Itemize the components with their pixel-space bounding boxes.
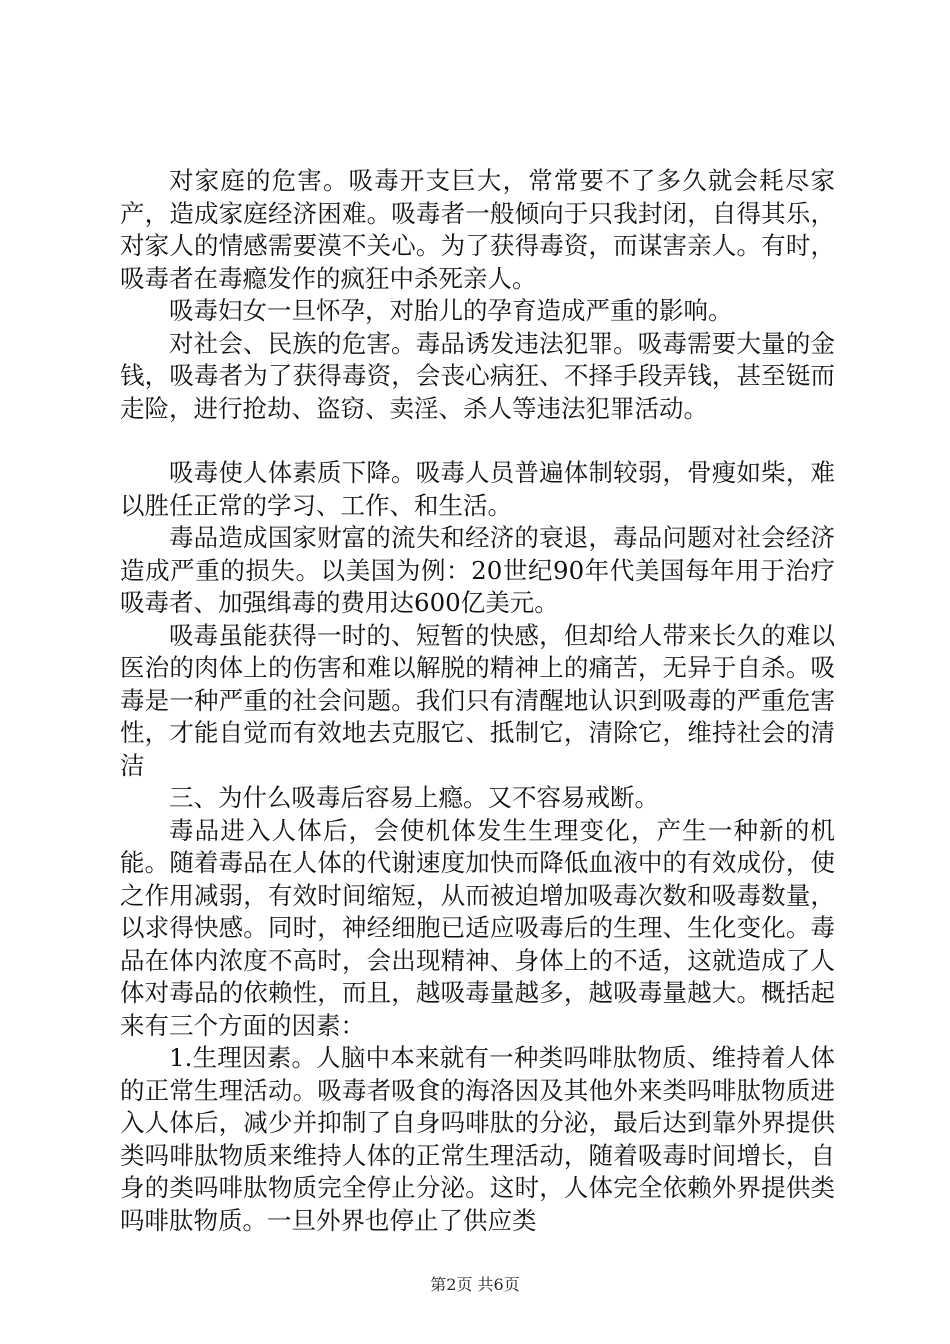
paragraph-pregnancy: 吸毒妇女一旦怀孕，对胎儿的孕育造成严重的影响。 — [169, 296, 733, 325]
paragraph-family-harm: 对家庭的危害。吸毒开支巨大，常常要不了多久就会耗尽家产，造成家庭经济困难。吸毒者一般倾向于只我封闭，自得其乐，对家人的情感需要漠不关心。为了获得毒资，而谋害亲人。有时，吸毒者在毒瘾发作的疯狂中杀死亲人。 — [120, 166, 835, 293]
paragraph-society-harm: 对社会、民族的危害。毒品诱发违法犯罪。吸毒需要大量的金钱，吸毒者为了获得毒资，会丧心病狂、不择手段弄钱，甚至铤而走险，进行抢劫、盗窃、卖淫、杀人等违法犯罪活动。 — [120, 328, 835, 423]
paragraph-conclusion: 吸毒虽能获得一时的、短暂的快感，但却给人带来长久的难以医治的肉体上的伤害和难以解脱的精神上的痛苦，无异于自杀。吸毒是一种严重的社会问题。我们只有清醒地认识到吸毒的严重危害性，才能自觉而有效地去克服它、抵制它，清除它，维持社会的清洁 — [120, 620, 835, 780]
body-text — [120, 165, 835, 1237]
paragraph-addiction-mechanism: 毒品进入人体后，会使机体发生生理变化，产生一种新的机能。随着毒品在人体的代谢速度加快而降低血液中的有效成份，使之作用减弱，有效时间缩短，从而被迫增加吸毒次数和吸毒数量，以求得快感。同时，神经细胞已适应吸毒后的生理、生化变化。毒品在体内浓度不高时，会出现精神、身体上的不适，这就造成了人体对毒品的依赖性，而且，越吸毒量越多，越吸毒量越大。概括起来有三个方面的因素： — [120, 815, 835, 1040]
paragraph-physiological-factor: 1.生理因素。人脑中本来就有一种类吗啡肽物质、维持着人体的正常生理活动。吸毒者吸食的海洛因及其他外来类吗啡肽物质进入人体后，减少并抑制了自身吗啡肽的分泌，最后达到靠外界提供类吗啡肽物质来维持人体的正常生理活动，随着吸毒时间增长，自身的类吗啡肽物质完全停止分泌。这时，人体完全依赖外界提供类吗啡肽物质。一旦外界也停止了供应类 — [120, 1043, 835, 1235]
paragraph-economic-loss: 毒品造成国家财富的流失和经济的衰退，毒品问题对社会经济造成严重的损失。以美国为例：20世纪90年代美国每年用于治疗吸毒者、加强缉毒的费用达600亿美元。 — [120, 523, 835, 617]
page-total: 共6页 — [477, 1275, 520, 1294]
page-footer — [0, 1272, 950, 1295]
paragraph-physical-decline: 吸毒使人体素质下降。吸毒人员普遍体制较弱，骨瘦如柴，难以胜任正常的学习、工作、和生活。 — [120, 458, 835, 520]
section-heading-addiction: 三、为什么吸毒后容易上瘾。又不容易戒断。 — [169, 783, 659, 812]
page-number: 第2页 — [430, 1275, 473, 1294]
